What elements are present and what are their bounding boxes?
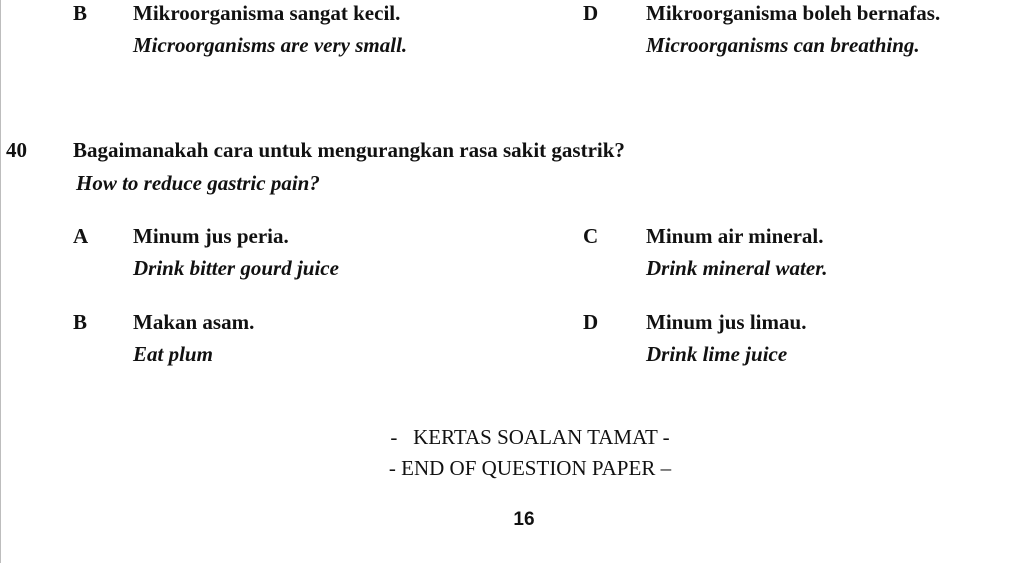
option-letter: B xyxy=(73,310,88,334)
option-letter: A xyxy=(73,224,89,248)
question-number: 40 xyxy=(6,138,27,162)
option-text-malay: Minum air mineral. xyxy=(646,224,824,248)
page-number: 16 xyxy=(513,509,535,530)
question-text-english: How to reduce gastric pain? xyxy=(76,171,320,195)
option-letter: B xyxy=(73,1,88,25)
option-text-malay: Minum jus peria. xyxy=(133,224,289,248)
option-text-english: Eat plum xyxy=(133,342,213,366)
option-text-malay: Makan asam. xyxy=(133,310,255,334)
option-letter: C xyxy=(583,224,599,248)
option-text-english: Microorganisms are very small. xyxy=(133,33,408,57)
option-text-english: Drink bitter gourd juice xyxy=(133,256,339,280)
question-text-malay: Bagaimanakah cara untuk mengurangkan rasa sakit gastrik? xyxy=(73,138,625,162)
option-text-malay: Mikroorganisma sangat kecil. xyxy=(133,1,401,25)
end-text-english: - END OF QUESTION PAPER – xyxy=(388,456,672,480)
page-edge-line xyxy=(0,0,1,563)
option-text-english: Microorganisms can breathing. xyxy=(646,33,920,57)
option-letter: D xyxy=(583,1,599,25)
option-text-malay: Mikroorganisma boleh bernafas. xyxy=(646,1,941,25)
option-text-malay: Minum jus limau. xyxy=(646,310,807,334)
option-text-english: Drink mineral water. xyxy=(646,256,828,280)
option-text-english: Drink lime juice xyxy=(646,342,788,366)
end-text-malay: - KERTAS SOALAN TAMAT - xyxy=(390,425,670,449)
option-letter: D xyxy=(583,310,599,334)
